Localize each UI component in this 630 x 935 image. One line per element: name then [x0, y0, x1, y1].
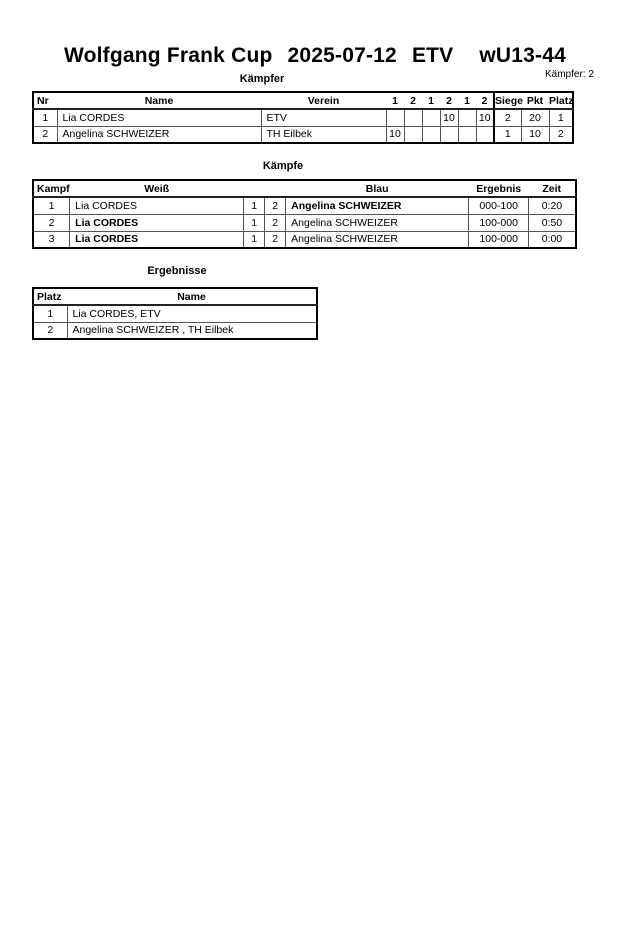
col-header-nr: Nr	[33, 92, 57, 109]
results-table	[32, 287, 318, 340]
tournament-club: ETV	[411, 44, 454, 67]
cell-nr: 1	[33, 109, 57, 126]
cell-platz: 1	[33, 305, 67, 322]
cell-corner1: 1	[244, 231, 265, 248]
tournament-date: 2025-07-12	[287, 44, 397, 67]
cell-blau-name: Angelina SCHWEIZER	[286, 197, 469, 214]
cell-score6: 10	[476, 109, 494, 126]
fights-heading: Kämpfe	[262, 160, 304, 172]
fights-header-row	[33, 180, 576, 197]
cell-name: Lia CORDES	[57, 109, 261, 126]
cell-platz: 1	[549, 109, 573, 126]
fighter-row	[33, 109, 573, 126]
cell-weiss-name: Lia CORDES	[70, 214, 244, 231]
fighter-count: Kämpfer: 2	[545, 69, 594, 80]
cell-pkt: 20	[521, 109, 549, 126]
fighters-heading-row	[0, 69, 630, 89]
cell-corner2: 2	[265, 214, 286, 231]
col-header-pkt: Pkt	[521, 92, 549, 109]
col-header-zeit: Zeit	[529, 180, 576, 197]
cell-zeit: 0:00	[529, 231, 576, 248]
fighter-row	[33, 126, 573, 143]
cell-corner1: 1	[244, 214, 265, 231]
cell-score1: 10	[386, 126, 404, 143]
col-header-ergebnis: Ergebnis	[469, 180, 529, 197]
page-title	[0, 44, 630, 68]
col-header-siege: Siege	[494, 92, 521, 109]
cell-blau-name: Angelina SCHWEIZER	[286, 214, 469, 231]
col-header-platz: Platz	[549, 92, 573, 109]
col-header-name: Name	[67, 288, 317, 305]
fight-row	[33, 231, 576, 248]
cell-corner2: 2	[265, 231, 286, 248]
cell-score6	[476, 126, 494, 143]
col-header-name: Name	[57, 92, 261, 109]
col-header-blau: Blau	[286, 180, 469, 197]
tournament-name: Wolfgang Frank Cup	[63, 44, 273, 67]
fight-row	[33, 197, 576, 214]
cell-ergebnis: 100-000	[469, 214, 529, 231]
col-header-score2: 2	[404, 92, 422, 109]
col-header-kampf: Kampf	[33, 180, 70, 197]
fighters-header-row	[33, 92, 573, 109]
cell-platz: 2	[33, 322, 67, 339]
cell-score3	[422, 109, 440, 126]
cell-score2	[404, 109, 422, 126]
weight-category: wU13-44	[479, 44, 567, 67]
cell-pkt: 10	[521, 126, 549, 143]
cell-score3	[422, 126, 440, 143]
cell-score5	[458, 109, 476, 126]
result-row	[33, 322, 317, 339]
col-header-platz: Platz	[33, 288, 67, 305]
cell-verein: ETV	[261, 109, 386, 126]
result-row	[33, 305, 317, 322]
col-header-mat-spacer	[244, 180, 286, 197]
cell-zeit: 0:50	[529, 214, 576, 231]
col-header-score3: 1	[422, 92, 440, 109]
cell-corner2: 2	[265, 197, 286, 214]
cell-verein: TH Eilbek	[261, 126, 386, 143]
cell-score2	[404, 126, 422, 143]
col-header-score6: 2	[476, 92, 494, 109]
cell-siege: 2	[494, 109, 521, 126]
col-header-score1: 1	[386, 92, 404, 109]
cell-zeit: 0:20	[529, 197, 576, 214]
cell-kampf-nr: 3	[33, 231, 70, 248]
col-header-score5: 1	[458, 92, 476, 109]
cell-siege: 1	[494, 126, 521, 143]
cell-weiss-name: Lia CORDES	[70, 197, 244, 214]
cell-nr: 2	[33, 126, 57, 143]
results-heading: Ergebnisse	[147, 265, 207, 277]
col-header-score4: 2	[440, 92, 458, 109]
fights-table	[32, 179, 577, 249]
cell-kampf-nr: 2	[33, 214, 70, 231]
cell-corner1: 1	[244, 197, 265, 214]
col-header-verein: Verein	[261, 92, 386, 109]
cell-platz: 2	[549, 126, 573, 143]
cell-ergebnis: 100-000	[469, 231, 529, 248]
cell-blau-name: Angelina SCHWEIZER	[286, 231, 469, 248]
cell-name: Lia CORDES, ETV	[67, 305, 317, 322]
cell-score5	[458, 126, 476, 143]
cell-score4: 10	[440, 109, 458, 126]
cell-name: Angelina SCHWEIZER	[57, 126, 261, 143]
cell-name: Angelina SCHWEIZER , TH Eilbek	[67, 322, 317, 339]
col-header-weiss: Weiß	[70, 180, 244, 197]
fight-row	[33, 214, 576, 231]
cell-score1	[386, 109, 404, 126]
results-header-row	[33, 288, 317, 305]
cell-ergebnis: 000-100	[469, 197, 529, 214]
cell-score4	[440, 126, 458, 143]
fighters-heading: Kämpfer	[239, 73, 285, 85]
cell-kampf-nr: 1	[33, 197, 70, 214]
cell-weiss-name: Lia CORDES	[70, 231, 244, 248]
fighters-table	[32, 91, 574, 144]
